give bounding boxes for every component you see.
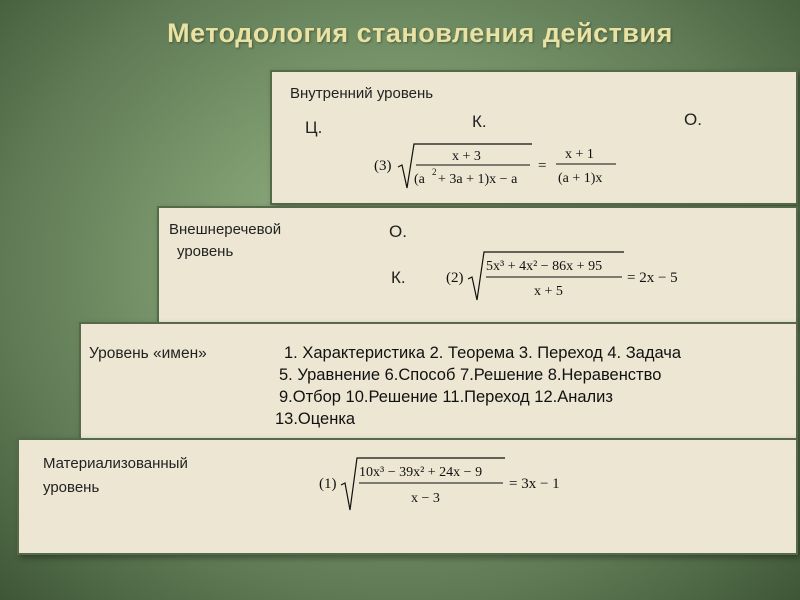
svg-text:x + 1: x + 1 [565,147,594,162]
svg-text:x − 3: x − 3 [411,491,440,506]
formula-2 [446,248,726,304]
names-level-box [79,322,798,440]
names-line-2: 5. Уравнение 6.Способ 7.Решение 8.Неравенство [279,366,662,384]
svg-text:(2): (2) [446,270,464,286]
svg-text:5x³ + 4x² − 86x + 95: 5x³ + 4x² − 86x + 95 [486,259,603,274]
names-line-3: 9.Отбор 10.Решение 11.Переход 12.Анализ [279,388,613,406]
svg-text:(a: (a [414,172,425,187]
letter-o-2: О. [389,222,407,241]
svg-text:(1): (1) [319,476,337,492]
svg-text:=: = [538,158,547,174]
external-level-box [157,206,798,324]
external-level-label-2: уровень [177,243,234,260]
names-line-1: 1. Характеристика 2. Теорема 3. Переход 4. Задача [284,344,682,362]
svg-text:+ 3a + 1)x − a: + 3a + 1)x − a [438,172,518,187]
svg-text:x + 3: x + 3 [452,149,481,164]
svg-text:2: 2 [432,167,437,177]
svg-text:= 3x − 1: = 3x − 1 [509,476,560,492]
internal-level-label: Внутренний уровень [290,85,434,102]
materialized-level-label-2: уровень [43,479,100,496]
slide-title: Методология становления действия [167,18,673,48]
svg-text:(a + 1)x: (a + 1)x [558,171,603,186]
formula-3 [374,136,634,192]
letter-ts: Ц. [305,118,323,137]
svg-text:x + 5: x + 5 [534,284,563,299]
materialized-level-label-1: Материализованный [43,455,188,472]
letter-k: К. [472,112,487,131]
svg-text:= 2x − 5: = 2x − 5 [627,270,678,286]
names-level-label: Уровень «имен» [89,345,207,362]
letter-k-2: К. [391,268,406,287]
names-line-4: 13.Оценка [275,410,356,428]
external-level-label-1: Внешнеречевой [169,221,282,238]
formula-1 [319,454,599,514]
svg-text:(3): (3) [374,158,392,174]
svg-text:10x³ − 39x² + 24x − 9: 10x³ − 39x² + 24x − 9 [359,465,483,480]
letter-o: О. [684,110,702,129]
materialized-level-box [17,438,798,555]
internal-level-box [270,70,798,205]
